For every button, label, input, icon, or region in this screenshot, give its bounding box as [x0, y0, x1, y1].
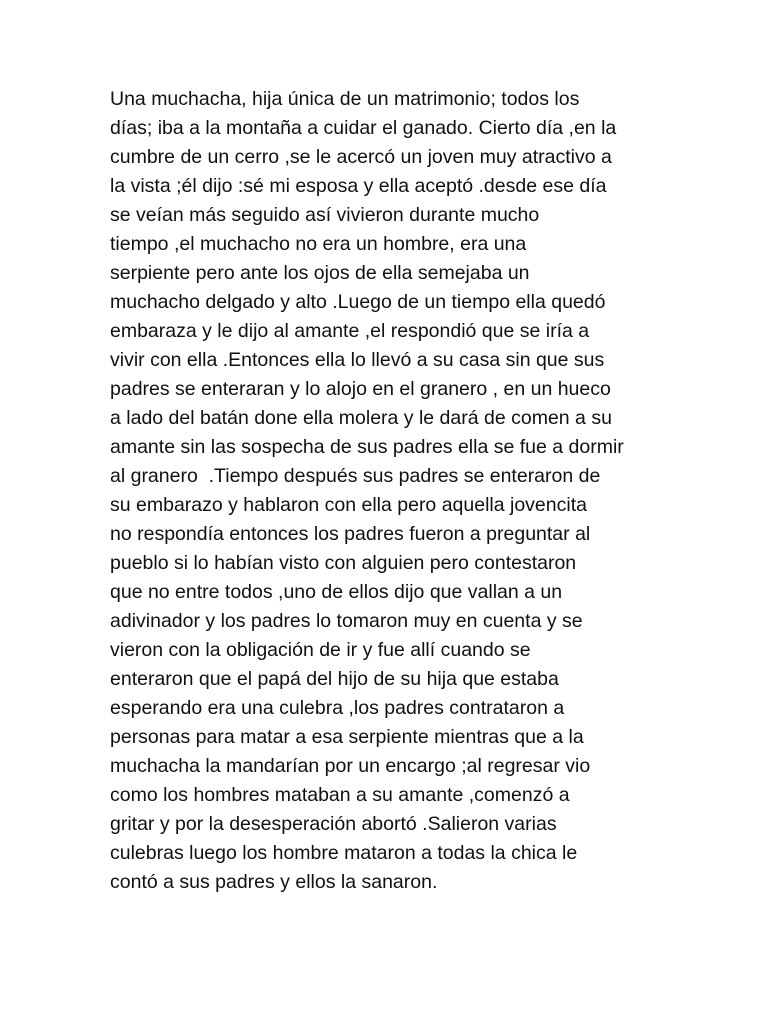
text-line: embaraza y le dijo al amante ,el respondió que se iría a	[110, 320, 590, 342]
text-line: que no entre todos ,uno de ellos dijo que vallan a un	[110, 581, 563, 603]
text-line: culebras luego los hombre mataron a todas la chica le	[110, 842, 578, 864]
text-line: al granero .Tiempo después sus padres se enteraron de	[110, 465, 601, 487]
text-line: pueblo si lo habían visto con alguien pero contestaron	[110, 552, 577, 574]
text-line: Una muchacha, hija única de un matrimonio; todos los	[110, 88, 580, 110]
text-line: esperando era una culebra ,los padres contrataron a	[110, 697, 565, 719]
text-line: vieron con la obligación de ir y fue allí cuando se	[110, 639, 531, 661]
text-line: enteraron que el papá del hijo de su hija que estaba	[110, 668, 559, 690]
story-paragraph	[110, 85, 670, 897]
text-line: como los hombres mataban a su amante ,comenzó a	[110, 784, 570, 806]
text-line: a lado del batán done ella molera y le dará de comen a su	[110, 407, 612, 429]
text-line: muchacha la mandarían por un encargo ;al regresar vio	[110, 755, 591, 777]
text-line: se veían más seguido así vivieron durante mucho	[110, 204, 540, 226]
text-line: no respondía entonces los padres fueron a preguntar al	[110, 523, 591, 545]
text-line: días; iba a la montaña a cuidar el ganado. Cierto día ,en la	[110, 117, 617, 139]
text-line: personas para matar a esa serpiente mientras que a la	[110, 726, 584, 748]
text-line: tiempo ,el muchacho no era un hombre, era una	[110, 233, 527, 255]
text-line: gritar y por la desesperación abortó .Salieron varias	[110, 813, 557, 835]
text-line: su embarazo y hablaron con ella pero aquella jovencita	[110, 494, 587, 516]
text-line: padres se enteraran y lo alojo en el granero , en un hueco	[110, 378, 611, 400]
text-line: cumbre de un cerro ,se le acercó un joven muy atractivo a	[110, 146, 612, 168]
text-line: muchacho delgado y alto .Luego de un tiempo ella quedó	[110, 291, 606, 313]
text-line: amante sin las sospecha de sus padres ella se fue a dormir	[110, 436, 624, 458]
text-line: serpiente pero ante los ojos de ella semejaba un	[110, 262, 530, 284]
text-line: vivir con ella .Entonces ella lo llevó a su casa sin que sus	[110, 349, 605, 371]
text-line: adivinador y los padres lo tomaron muy en cuenta y se	[110, 610, 583, 632]
text-line: contó a sus padres y ellos la sanaron.	[110, 871, 438, 893]
text-line: la vista ;él dijo :sé mi esposa y ella aceptó .desde ese día	[110, 175, 607, 197]
